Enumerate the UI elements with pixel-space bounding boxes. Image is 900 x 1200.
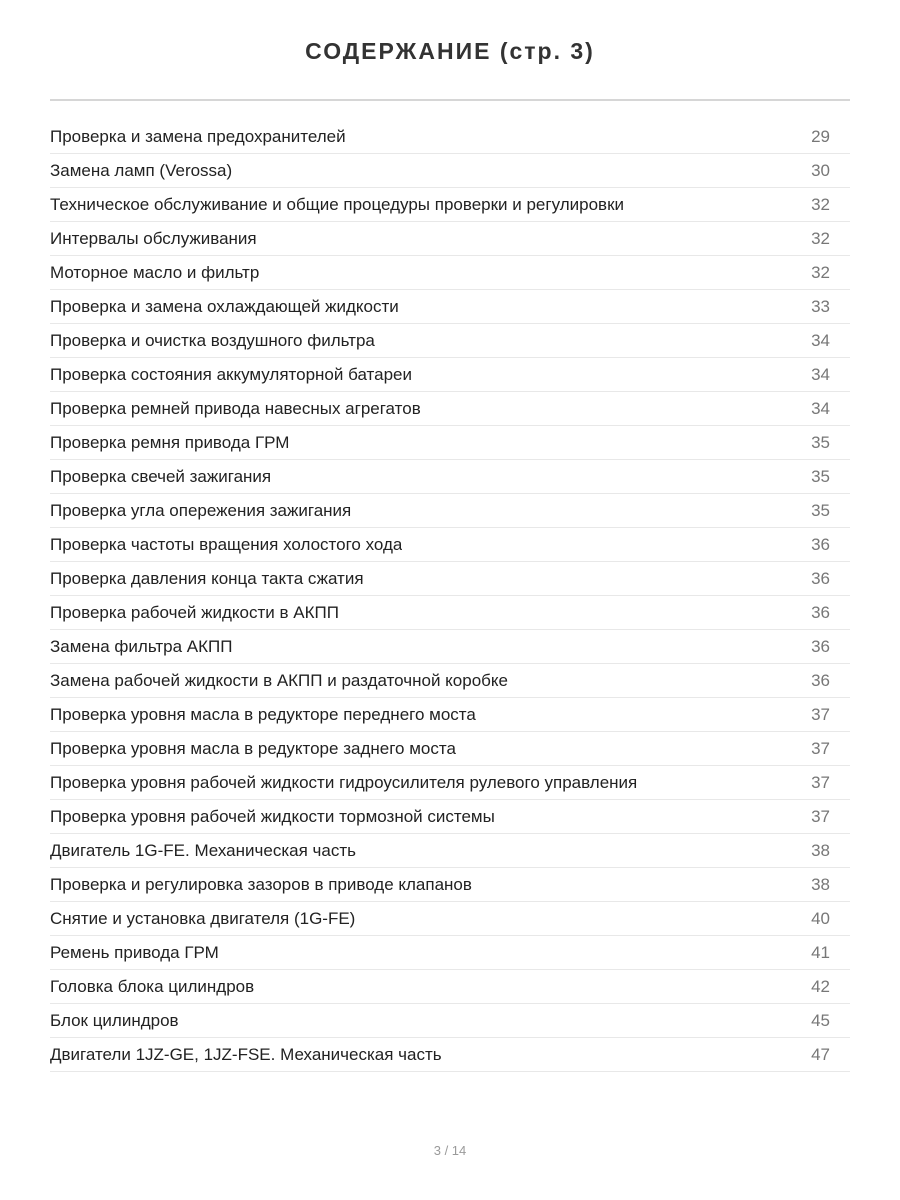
toc-entry-page-number: 37 (811, 773, 830, 792)
toc-entry[interactable] (50, 426, 850, 460)
toc-entry-page-number: 34 (811, 399, 830, 418)
toc-entry-title[interactable]: Проверка свечей зажигания (50, 467, 272, 486)
toc-entry[interactable] (50, 800, 850, 834)
toc-entry[interactable] (50, 494, 850, 528)
toc-entry-page-number: 35 (811, 433, 830, 452)
toc-entry-title[interactable]: Проверка и замена охлаждающей жидкости (50, 297, 399, 316)
toc-entry[interactable] (50, 256, 850, 290)
toc-entry-page-number: 37 (811, 705, 830, 724)
toc-entry-page-number: 37 (811, 807, 830, 826)
toc-entry-page-number: 32 (811, 229, 830, 248)
toc-entry-title[interactable]: Проверка уровня рабочей жидкости гидроусилителя рулевого управления (50, 773, 638, 792)
toc-entry-title[interactable]: Проверка уровня масла в редукторе переднего моста (50, 705, 476, 724)
toc-entry-page-number: 32 (811, 263, 830, 282)
toc-entry-page-number: 36 (811, 569, 830, 588)
toc-entry-title[interactable]: Проверка и замена предохранителей (50, 127, 346, 146)
toc-entry[interactable] (50, 732, 850, 766)
toc-entry-title[interactable]: Проверка и очистка воздушного фильтра (50, 331, 375, 350)
toc-entry-title[interactable]: Снятие и установка двигателя (1G-FE) (50, 909, 356, 928)
toc-entry-page-number: 37 (811, 739, 830, 758)
toc-entry[interactable] (50, 766, 850, 800)
toc-entry-title[interactable]: Блок цилиндров (50, 1011, 179, 1030)
page-indicator: 3 / 14 (433, 1143, 467, 1158)
toc-list (50, 120, 850, 1072)
toc-entry[interactable] (50, 630, 850, 664)
toc-entry-title[interactable]: Проверка рабочей жидкости в АКПП (50, 603, 339, 622)
toc-entry-page-number: 38 (811, 875, 830, 894)
toc-entry-title[interactable]: Двигатели 1JZ-GE, 1JZ-FSE. Механическая часть (50, 1045, 442, 1064)
toc-entry[interactable] (50, 902, 850, 936)
toc-entry-title[interactable]: Техническое обслуживание и общие процедуры проверки и регулировки (50, 195, 625, 214)
toc-entry-title[interactable]: Головка блока цилиндров (50, 977, 255, 996)
toc-entry-title[interactable]: Проверка угла опережения зажигания (50, 501, 352, 520)
toc-entry-title[interactable]: Проверка ремня привода ГРМ (50, 433, 290, 452)
toc-entry-page-number: 42 (811, 977, 830, 996)
toc-entry-title[interactable]: Проверка ремней привода навесных агрегатов (50, 399, 421, 418)
toc-entry[interactable] (50, 1038, 850, 1072)
toc-entry[interactable] (50, 1004, 850, 1038)
toc-entry[interactable] (50, 188, 850, 222)
toc-entry-title[interactable]: Интервалы обслуживания (50, 229, 257, 248)
toc-entry-page-number: 40 (811, 909, 830, 928)
toc-entry-page-number: 36 (811, 535, 830, 554)
toc-entry-page-number: 47 (811, 1045, 830, 1064)
toc-entry[interactable] (50, 970, 850, 1004)
toc-entry-page-number: 36 (811, 671, 830, 690)
toc-entry[interactable] (50, 596, 850, 630)
toc-entry-page-number: 29 (811, 127, 830, 146)
toc-entry-page-number: 45 (811, 1011, 830, 1030)
toc-entry[interactable] (50, 120, 850, 154)
toc-entry-title[interactable]: Проверка состояния аккумуляторной батареи (50, 365, 412, 384)
toc-entry[interactable] (50, 664, 850, 698)
toc-entry-page-number: 34 (811, 365, 830, 384)
toc-entry-title[interactable]: Замена рабочей жидкости в АКПП и раздаточной коробке (50, 671, 508, 690)
toc-entry-page-number: 30 (811, 161, 830, 180)
toc-entry-title[interactable]: Проверка уровня масла в редукторе заднего моста (50, 739, 456, 758)
toc-entry[interactable] (50, 358, 850, 392)
toc-entry-page-number: 32 (811, 195, 830, 214)
toc-entry[interactable] (50, 290, 850, 324)
toc-entry[interactable] (50, 698, 850, 732)
toc-entry[interactable] (50, 834, 850, 868)
toc-entry[interactable] (50, 324, 850, 358)
toc-entry-title[interactable]: Проверка частоты вращения холостого хода (50, 535, 403, 554)
toc-entry-title[interactable]: Замена фильтра АКПП (50, 637, 233, 656)
toc-entry-title[interactable]: Проверка уровня рабочей жидкости тормозной системы (50, 807, 495, 826)
page-title: СОДЕРЖАНИЕ (стр. 3) (305, 38, 595, 64)
toc-entry[interactable] (50, 222, 850, 256)
toc-entry-page-number: 34 (811, 331, 830, 350)
toc-entry-page-number: 33 (811, 297, 830, 316)
toc-entry[interactable] (50, 154, 850, 188)
toc-entry-title[interactable]: Замена ламп (Verossa) (50, 161, 233, 180)
toc-entry-title[interactable]: Проверка и регулировка зазоров в приводе клапанов (50, 875, 472, 894)
toc-entry[interactable] (50, 392, 850, 426)
toc-entry[interactable] (50, 936, 850, 970)
toc-entry[interactable] (50, 460, 850, 494)
toc-entry-title[interactable]: Моторное масло и фильтр (50, 263, 260, 282)
toc-entry-page-number: 41 (811, 943, 830, 962)
toc-entry-page-number: 36 (811, 637, 830, 656)
toc-entry-title[interactable]: Ремень привода ГРМ (50, 943, 219, 962)
toc-entry-page-number: 38 (811, 841, 830, 860)
toc-entry-page-number: 35 (811, 501, 830, 520)
toc-entry-title[interactable]: Двигатель 1G-FE. Механическая часть (50, 841, 356, 860)
toc-entry[interactable] (50, 528, 850, 562)
toc-entry[interactable] (50, 868, 850, 902)
toc-entry-title[interactable]: Проверка давления конца такта сжатия (50, 569, 364, 588)
toc-entry[interactable] (50, 562, 850, 596)
toc-entry-page-number: 35 (811, 467, 830, 486)
toc-entry-page-number: 36 (811, 603, 830, 622)
title-divider (50, 99, 850, 101)
